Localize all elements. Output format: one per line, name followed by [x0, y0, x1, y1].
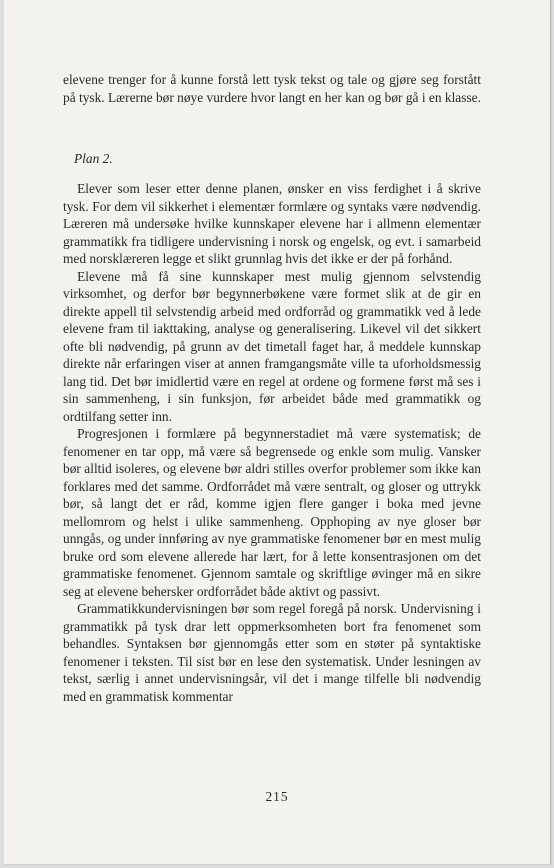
paragraph: Progresjonen i formlære på begynnerstadiet må være systematisk; de fenomener en tar opp, må være så begrensede og enkle som mulig. Vansker bør alltid isoleres, og elevene bør aldri stilles overfor problemer som ikke kan forklares med det samme. Ordforrådet må være sentralt, og gloser og uttrykk bør, så langt det er råd, komme igjen flere ganger i boka med jevne mellomrom og helst i ulike sammenheng. Opphoping av nye gloser bør unngås, og under innføring av nye grammatiske fenomener bør en mest mulig bruke ord som elevene allerede har lært, for å lette konsentrasjonen om det grammatiske fenomenet. Gjennom samtale og skriftlige øvinger må en sikre seg at elevene behersker ordforrådet både aktivt og passivt. — [63, 426, 481, 599]
body-text-block — [63, 180, 481, 705]
paragraph: Elever som leser etter denne planen, ønsker en viss ferdighet i å skrive tysk. For dem vil sikkerhet i elementær formlære og syntaks være nødvendig. Læreren må undersøke hvilke kunnskaper elevene har i allmenn elementær grammatikk fra tidligere undervisning i norsk og engelsk, og evt. i samarbeid med norsklæreren legge et slikt grunnlag hvis det ikke er der på forhånd. — [63, 181, 481, 266]
page-number: 215 — [265, 789, 289, 804]
section-heading: Plan 2. — [74, 151, 113, 166]
intro-text-block — [63, 71, 481, 106]
paragraph: Elevene må få sine kunnskaper mest mulig gjennom selvstendig virksomhet, og derfor bør begynnerbøkene være formet slik at de gir en direkte appell til selvstendig arbeid med ordforråd og grammatikk ved å lede elevene fram til iakttaking, analyse og generalisering. Likevel vil det sikkert ofte bli nødvendig, på grunn av det timetall faget har, å meddele kunnskap direkte når erfaringen viser at annen framgangsmåte ville ta uforholdsmessig lang tid. Det bør imidlertid være en regel at ordene og formene først må ses i sin sammenheng, i sin funksjon, før arbeidet både med grammatikk og ordtilfang setter inn. — [63, 268, 481, 424]
intro-paragraph: elevene trenger for å kunne forstå lett tysk tekst og tale og gjøre seg forstått på tysk. Lærerne bør nøye vurdere hvor langt en her kan og bør gå i en klasse. — [63, 72, 481, 105]
paragraph: Grammatikkundervisningen bør som regel foregå på norsk. Undervisning i grammatikk på tysk drar lett oppmerksomheten bort fra fenomenet som behandles. Syntaksen bør gjennomgås etter som en støter på syntaktiske fenomener i teksten. Til sist bør en lese den systematisk. Under lesningen av tekst, særlig i annet undervisningsår, vil det i mange tilfelle bli nødvendig med en grammatisk kommentar — [63, 601, 481, 704]
book-page — [4, 0, 551, 864]
